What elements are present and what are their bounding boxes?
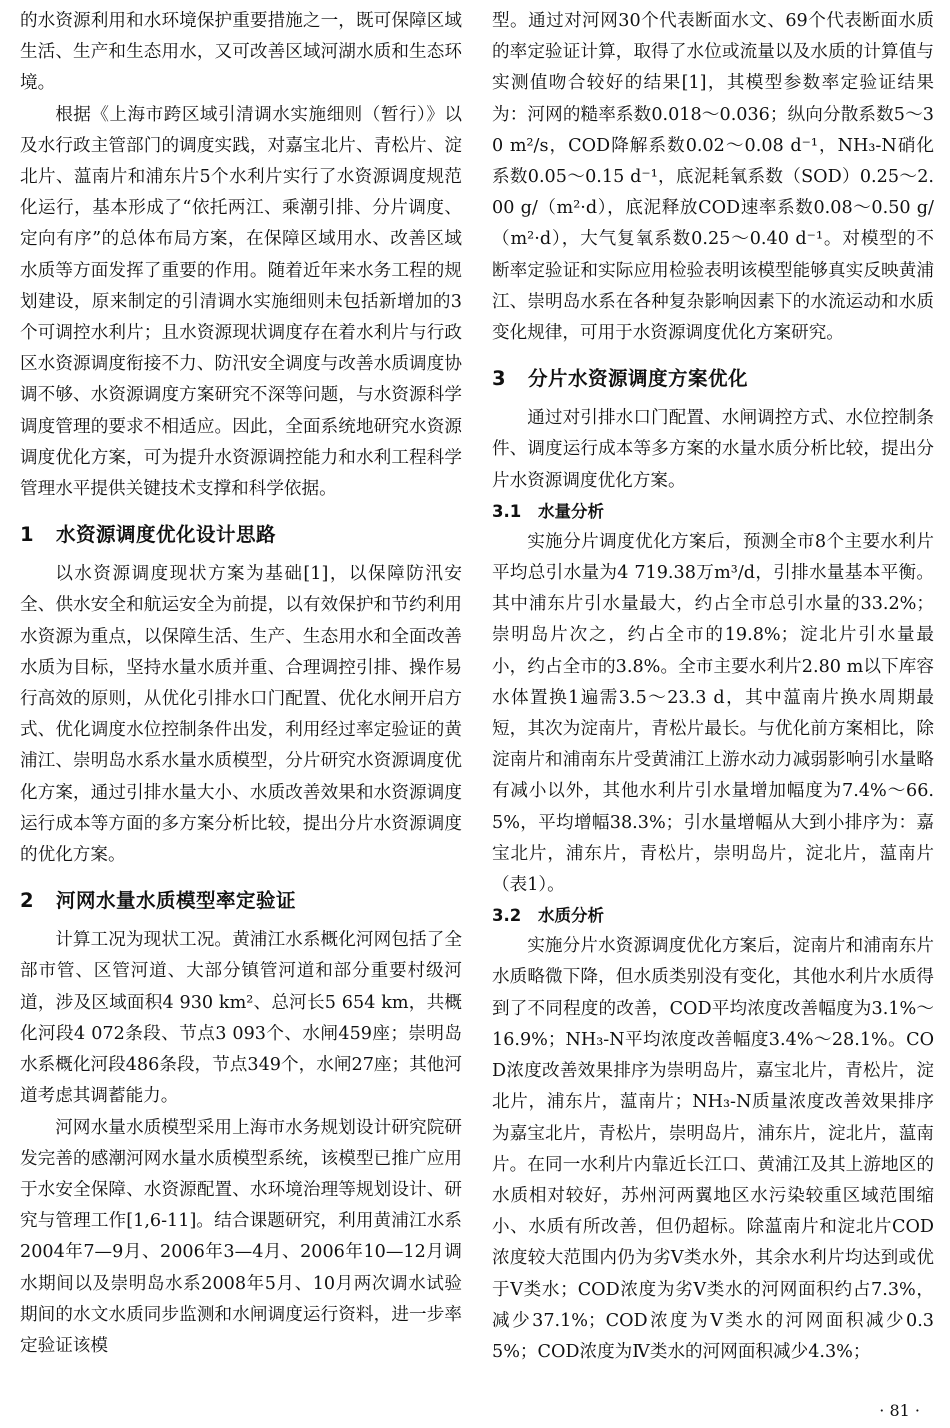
section-heading-3 bbox=[492, 363, 934, 395]
section-heading-1 bbox=[20, 519, 462, 551]
subsection-title: 水质分析 bbox=[538, 906, 604, 926]
paragraph: 根据《上海市跨区域引清调水实施细则（暂行）》以及水行政主管部门的调度实践，对嘉宝北片、青松片、淀北片、蕰南片和浦东片5个水利片实行了水资源调度规范化运行，基本形成了“依托两江、乘潮引排、分片调度、定向有序”的总体布局方案，在保障区域用水、改善区域水质等方面发挥了重要的作用。随着近年来水务工程的规划建设，原来制定的引清调水实施细则未包括新增加的3个可调控水利片；且水资源现状调度存在着水利片与行政区水资源调度衔接不力、防汛安全调度与改善水质调度协调不够、水资源调度方案研究不深等问题，与水资源科学调度管理的要求不相适应。因此，全面系统地研究水资源调度优化方案，可为提升水资源调控能力和水利工程科学管理水平提供关键技术支撑和科学依据。 bbox=[20, 104, 462, 500]
left-column bbox=[20, 6, 462, 1362]
section-number: 2 bbox=[20, 889, 35, 913]
section-title: 水资源调度优化设计思路 bbox=[56, 523, 277, 547]
right-column bbox=[492, 6, 934, 1368]
subsection-number: 3.1 bbox=[492, 501, 522, 521]
paragraph: 实施分片调度优化方案后，预测全市8个主要水利片平均总引水量为4 719.38万m³/d，引排水量基本平衡。其中浦东片引水量最大，约占全市总引水量的33.2%；崇明岛片次之，约占全市的19.8%；淀北片引水量最小，约占全市的3.8%。全市主要水利片2.80 m以下库容水体置换1遍需3.5～23.3 d，其中蕰南片换水周期最短，其次为淀南片，青松片最长。与优化前方案相比，除淀南片和浦南东片受黄浦江上游水动力减弱影响引水量略有减小以外，其他水利片引水量增加幅度为7.4%～66.5%，平均增幅38.3%；引水量增幅从大到小排序为：嘉宝北片，浦东片，青松片，崇明岛片，淀北片，蕰南片（表1）。 bbox=[492, 531, 934, 896]
subsection-number: 3.2 bbox=[492, 906, 522, 926]
section-number: 3 bbox=[492, 367, 507, 391]
section-heading-2 bbox=[20, 885, 462, 917]
subsection-title: 水量分析 bbox=[538, 501, 604, 521]
section-number: 1 bbox=[20, 523, 35, 547]
subsection-heading-3-2 bbox=[492, 901, 934, 931]
subsection-heading-3-1 bbox=[492, 497, 934, 527]
section-title: 河网水量水质模型率定验证 bbox=[56, 889, 297, 913]
page-number: · 81 · bbox=[879, 1401, 920, 1420]
paragraph: 的水资源利用和水环境保护重要措施之一，既可保障区域生活、生产和生态用水，又可改善区域河湖水质和生态环境。 bbox=[20, 11, 462, 94]
paragraph: 河网水量水质模型采用上海市水务规划设计研究院研发完善的感潮河网水量水质模型系统，该模型已推广应用于水安全保障、水资源配置、水环境治理等规划设计、研究与管理工作[1,6-11]。结合课题研究，利用黄浦江水系2004年7—9月、2006年3—4月、2006年10—12月调水期间以及崇明岛水系2008年5月、10月两次调水试验期间的水文水质同步监测和水闸调度运行资料，进一步率定验证该模 bbox=[20, 1117, 462, 1356]
paragraph: 以水资源调度现状方案为基础[1]，以保障防汛安全、供水安全和航运安全为前提，以有效保护和节约利用水资源为重点，以保障生活、生产、生态用水和全面改善水质为目标，坚持水量水质并重、合理调控引排、操作易行高效的原则，从优化引排水口门配置、优化水闸开启方式、优化调度水位控制条件出发，利用经过率定验证的黄浦江、崇明岛水系水量水质模型，分片研究水资源调度优化方案，通过引排水量大小、水质改善效果和水资源调度运行成本等方面的多方案分析比较，提出分片水资源调度的优化方案。 bbox=[20, 564, 462, 866]
paragraph: 型。通过对河网30个代表断面水文、69个代表断面水质的率定验证计算，取得了水位或流量以及水质的计算值与实测值吻合较好的结果[1]，其模型参数率定验证结果为：河网的糙率系数0.018～0.036；纵向分散系数5～30 m²/s，COD降解系数0.02～0.08 d⁻¹，NH₃-N硝化系数0.05～0.15 d⁻¹，底泥耗氧系数（SOD）0.25～2.00 g/（m²·d），底泥释放COD速率系数0.08～0.50 g/（m²·d），大气复氧系数0.25～0.40 d⁻¹。对模型的不断率定验证和实际应用检验表明该模型能够真实反映黄浦江、崇明岛水系在各种复杂影响因素下的水流运动和水质变化规律，可用于水资源调度优化方案研究。 bbox=[492, 11, 934, 344]
paragraph: 实施分片水资源调度优化方案后，淀南片和浦南东片水质略微下降，但水质类别没有变化，其他水利片水质得到了不同程度的改善，COD平均浓度改善幅度为3.1%～16.9%；NH₃-N平均浓度改善幅度3.4%～28.1%。COD浓度改善效果排序为崇明岛片，嘉宝北片，青松片，淀北片，浦东片，蕰南片；NH₃-N质量浓度改善效果排序为嘉宝北片，青松片，崇明岛片，浦东片，淀北片，蕰南片。在同一水利片内靠近长江口、黄浦江及其上游地区的水质相对较好，苏州河两翼地区水污染较重区域范围缩小、水质有所改善，但仍超标。除蕰南片和淀北片COD浓度较大范围内仍为劣Ⅴ类水外，其余水利片均达到或优于Ⅴ类水；COD浓度为劣Ⅴ类水的河网面积约占7.3%，减少37.1%；COD浓度为Ⅴ类水的河网面积减少0.35%；COD浓度为Ⅳ类水的河网面积减少4.3%； bbox=[492, 936, 934, 1362]
section-title: 分片水资源调度方案优化 bbox=[528, 367, 749, 391]
paragraph: 通过对引排水口门配置、水闸调控方式、水位控制条件、调度运行成本等多方案的水量水质分析比较，提出分片水资源调度优化方案。 bbox=[492, 408, 934, 491]
paragraph: 计算工况为现状工况。黄浦江水系概化河网包括了全部市管、区管河道、大部分镇管河道和部分重要村级河道，涉及区域面积4 930 km²、总河长5 654 km，共概化河段4 072条段、节点3 093个、水闸459座；崇明岛水系概化河段486条段，节点349个，水闸27座；其他河道考虑其调蓄能力。 bbox=[20, 930, 462, 1107]
